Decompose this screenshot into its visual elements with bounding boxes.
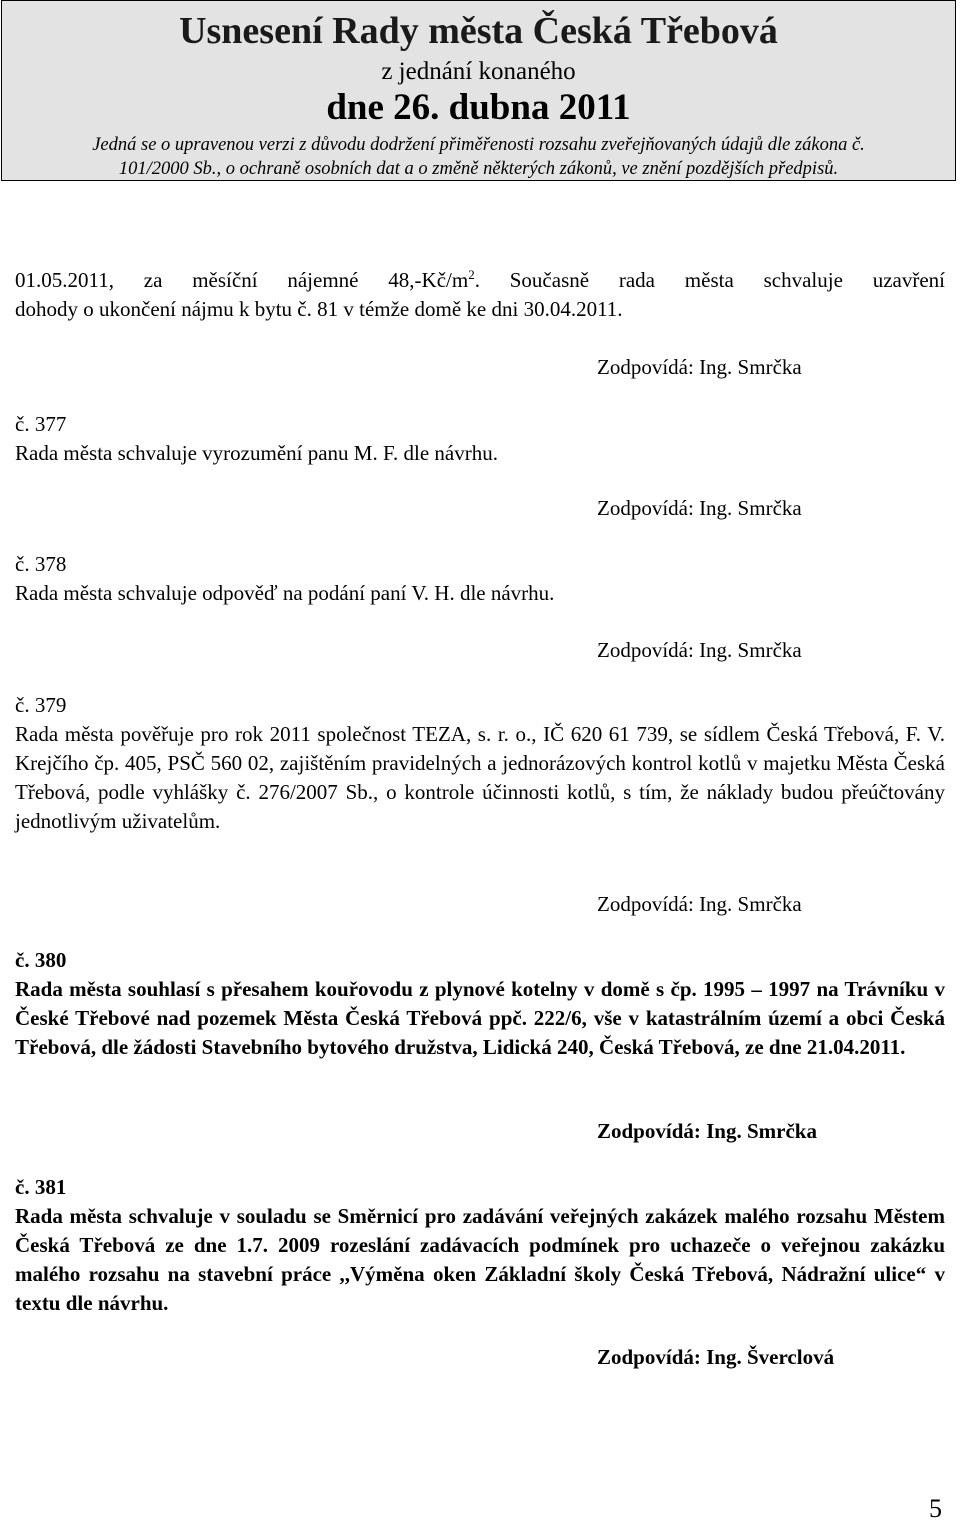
resolution-number: č. 378	[15, 552, 67, 576]
continuation-line-2: dohody o ukončení nájmu k bytu č. 81 v témže domě ke dni 30.04.2011.	[15, 297, 623, 321]
document-title: Usnesení Rady města Česká Třebová	[179, 10, 778, 52]
page-number: 5	[929, 1494, 942, 1523]
note-line-1: Jedná se o upravenou verzi z důvodu dodržení přiměřenosti rozsahu zveřejňovaných údajů dle zákona č.	[92, 135, 865, 155]
responsible-person: Zodpovídá: Ing. Šverclová	[597, 1345, 835, 1369]
responsible-person: Zodpovídá: Ing. Smrčka	[597, 355, 802, 379]
resolution-number: č. 379	[15, 693, 67, 717]
continuation-line-1: 01.05.2011, za měsíční nájemné $48,-Kč/m^2$. Současně rada města schvaluje uzavření	[15, 267, 945, 292]
resolution-text: Rada města schvaluje odpověď na podání paní V. H. dle návrhu.	[15, 581, 555, 605]
resolution-text: Rada města pověřuje pro rok 2011 společnost TEZA, s. r. o., IČ 620 61 739, se sídlem Česká Třebová, F. V. Krejčího čp. 405, PSČ 560 02, zajištěním pravidelných a jednorázových kontrol kotlů v majetku Města Česká Třebová, podle vyhlášky č. 276/2007 Sb., o kontrole účinnosti kotlů, s tím, že náklady budou přeúčtovány jednotlivým uživatelům.	[15, 722, 945, 833]
anonymization-note	[8, 133, 949, 181]
resolution-text: Rada města schvaluje v souladu se Směrnicí pro zadávání veřejných zakázek malého rozsahu Městem Česká Třebová ze dne 1.7. 2009 rozeslání zadávacích podmínek pro uchazeče o veřejnou zakázku malého rozsahu na stavební práce ,,Výměna oken Základní školy Česká Třebová, Nádražní ulice“ v textu dle návrhu.	[15, 1204, 945, 1315]
resolution-text: Rada města schvaluje vyrozumění panu M. F. dle návrhu.	[15, 441, 498, 465]
document-header	[1, 0, 956, 181]
meeting-subtitle: z jednání konaného	[381, 58, 576, 85]
meeting-date: dne 26. dubna 2011	[326, 87, 631, 128]
resolution-number: č. 381	[15, 1175, 67, 1199]
resolution-number: č. 377	[15, 412, 67, 436]
responsible-person: Zodpovídá: Ing. Smrčka	[597, 496, 802, 520]
note-line-2: 101/2000 Sb., o ochraně osobních dat a o změně některých zákonů, ve znění pozdějších předpisů.	[118, 159, 839, 179]
resolution-number: č. 380	[15, 948, 67, 972]
resolution-text: Rada města souhlasí s přesahem kouřovodu z plynové kotelny v domě s čp. 1995 – 1997 na Trávníku v České Třebové nad pozemek Města Česká Třebová ppč. 222/6, vše v katastrálním území a obci Česká Třebová, dle žádosti Stavebního bytového družstva, Lidická 240, Česká Třebová, ze dne 21.04.2011.	[15, 977, 945, 1059]
responsible-person: Zodpovídá: Ing. Smrčka	[597, 638, 802, 662]
responsible-person: Zodpovídá: Ing. Smrčka	[597, 1119, 817, 1143]
responsible-person: Zodpovídá: Ing. Smrčka	[597, 892, 802, 916]
